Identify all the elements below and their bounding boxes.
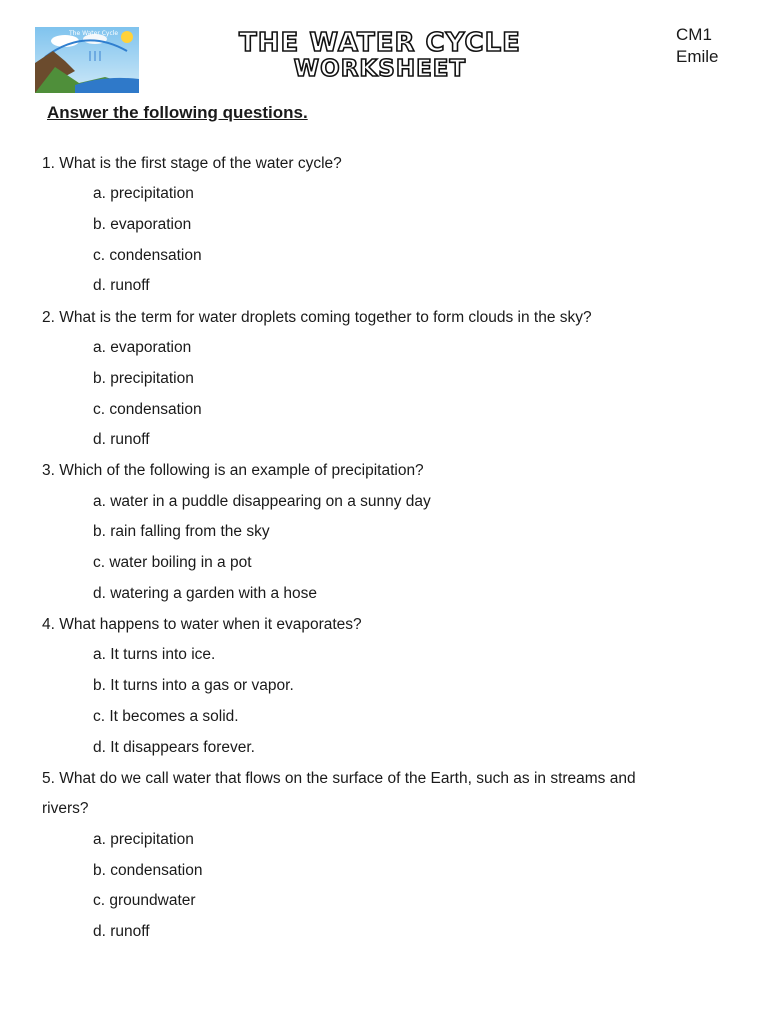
question-3-option-a: a. water in a puddle disappearing on a sunny day bbox=[93, 493, 431, 510]
student-info bbox=[676, 24, 719, 68]
question-3-option-b: b. rain falling from the sky bbox=[93, 523, 270, 540]
question-4-option-b: b. It turns into a gas or vapor. bbox=[93, 677, 294, 694]
question-4-option-a: a. It turns into ice. bbox=[93, 646, 216, 663]
question-1-option-a: a. precipitation bbox=[93, 185, 194, 202]
question-5-option-a: a. precipitation bbox=[93, 831, 194, 848]
question-1-option-b: b. evaporation bbox=[93, 216, 192, 233]
question-4: 4. What happens to water when it evaporates? bbox=[42, 616, 362, 633]
question-2: 2. What is the term for water droplets coming together to form clouds in the sky? bbox=[42, 309, 592, 326]
instructions-heading: Answer the following questions. bbox=[47, 103, 308, 122]
question-2-option-b: b. precipitation bbox=[93, 370, 194, 387]
question-5-option-b: b. condensation bbox=[93, 862, 203, 879]
title-line-1: THE WATER CYCLE bbox=[239, 28, 521, 58]
question-1: 1. What is the first stage of the water cycle? bbox=[42, 155, 342, 172]
water-cycle-diagram-icon bbox=[35, 27, 139, 93]
question-3-option-c: c. water boiling in a pot bbox=[93, 554, 252, 571]
question-3-option-d: d. watering a garden with a hose bbox=[93, 585, 318, 602]
question-3: 3. Which of the following is an example of precipitation? bbox=[42, 462, 424, 479]
question-5-option-c: c. groundwater bbox=[93, 892, 196, 909]
water-cycle-thumbnail bbox=[35, 27, 139, 93]
question-2-option-a: a. evaporation bbox=[93, 339, 192, 356]
question-4-option-d: d. It disappears forever. bbox=[93, 739, 255, 756]
student-name: Emile bbox=[676, 47, 719, 66]
thumbnail-caption: The Water Cycle bbox=[69, 30, 119, 37]
class-code: CM1 bbox=[676, 25, 712, 44]
question-5-line-1: 5. What do we call water that flows on the surface of the Earth, such as in streams and bbox=[42, 770, 636, 787]
title-line-2: WORKSHEET bbox=[293, 56, 467, 82]
question-1-option-c: c. condensation bbox=[93, 247, 202, 264]
question-2-option-c: c. condensation bbox=[93, 401, 202, 418]
question-4-option-c: c. It becomes a solid. bbox=[93, 708, 239, 725]
worksheet-title bbox=[230, 30, 530, 81]
question-5-line-2: rivers? bbox=[42, 800, 89, 817]
question-5-option-d: d. runoff bbox=[93, 923, 150, 940]
question-1-option-d: d. runoff bbox=[93, 277, 150, 294]
question-2-option-d: d. runoff bbox=[93, 431, 150, 448]
